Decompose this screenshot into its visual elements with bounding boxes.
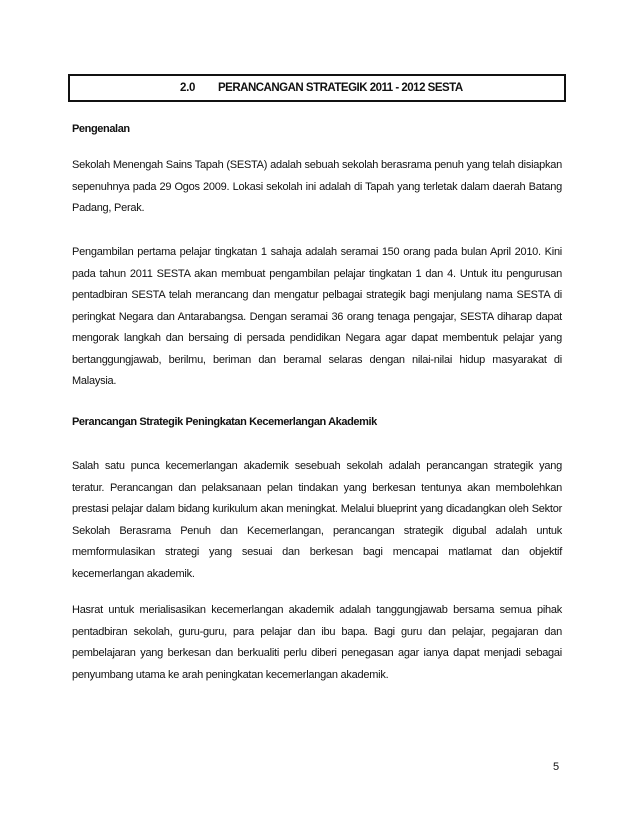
- paragraph-strategy-2: Hasrat untuk merialisasikan kecemerlangan akademik adalah tanggungjawab bersama semua pihak pentadbiran sekolah, guru-guru, para pelajar dan ibu bapa. Bagi guru dan pelajar, pegajaran dan pembelajaran yang berkesan dan berkualiti perlu diberi penegasan agar ianya dapat menjadi sebagai penyumbang utama ke arah peningkatan kecemerlangan akademik.: [72, 604, 562, 681]
- page-number: 5: [553, 761, 560, 773]
- paragraph-intro-2: Pengambilan pertama pelajar tingkatan 1 sahaja adalah seramai 150 orang pada bulan April 2010. Kini pada tahun 2011 SESTA akan membuat pengambilan pelajar tingkatan 1 dan 4. Untuk itu pengurusan pentadbiran SESTA telah merancang dan mengatur pelbagai strategik bagi menjulang nama SESTA di peringkat Negara dan Antarabangsa. Dengan seramai 36 orang tenaga pengajar, SESTA diharap dapat mengorak langkah dan bersaing di persada pendidikan Negara agar dapat membentuk pelajar yang bertanggungjawab, berilmu, beriman dan beramal selaras dengan nilai-nilai hidup masyarakat di Malaysia.: [72, 246, 562, 387]
- paragraph-intro-1: Sekolah Menengah Sains Tapah (SESTA) adalah sebuah sekolah berasrama penuh yang telah disiapkan sepenuhnya pada 29 Ogos 2009. Lokasi sekolah ini adalah di Tapah yang terletak dalam daerah Batang Padang, Perak.: [72, 159, 562, 214]
- paragraph-strategy-1: Salah satu punca kecemerlangan akademik sesebuah sekolah adalah perancangan strategik yang teratur. Perancangan dan pelaksanaan pelan tindakan yang berkesan tentunya akan membolehkan prestasi pelajar dalam bidang kurikulum akan meningkat. Melalui blueprint yang dicadangkan oleh Sektor Sekolah Berasrama Penuh dan Kecemerlangan, perancangan strategik digubal adalah untuk memformulasikan strategi yang sesuai dan berkesan bagi mencapai matlamat dan objektif kecemerlangan akademik.: [72, 460, 562, 580]
- heading-strategic-plan: Perancangan Strategik Peningkatan Kecemerlangan Akademik: [72, 416, 377, 428]
- section-title-box: [68, 74, 566, 102]
- heading-pengenalan: Pengenalan: [72, 123, 130, 135]
- section-number: 2.0: [180, 82, 196, 94]
- section-title: PERANCANGAN STRATEGIK 2011 - 2012 SESTA: [218, 82, 463, 94]
